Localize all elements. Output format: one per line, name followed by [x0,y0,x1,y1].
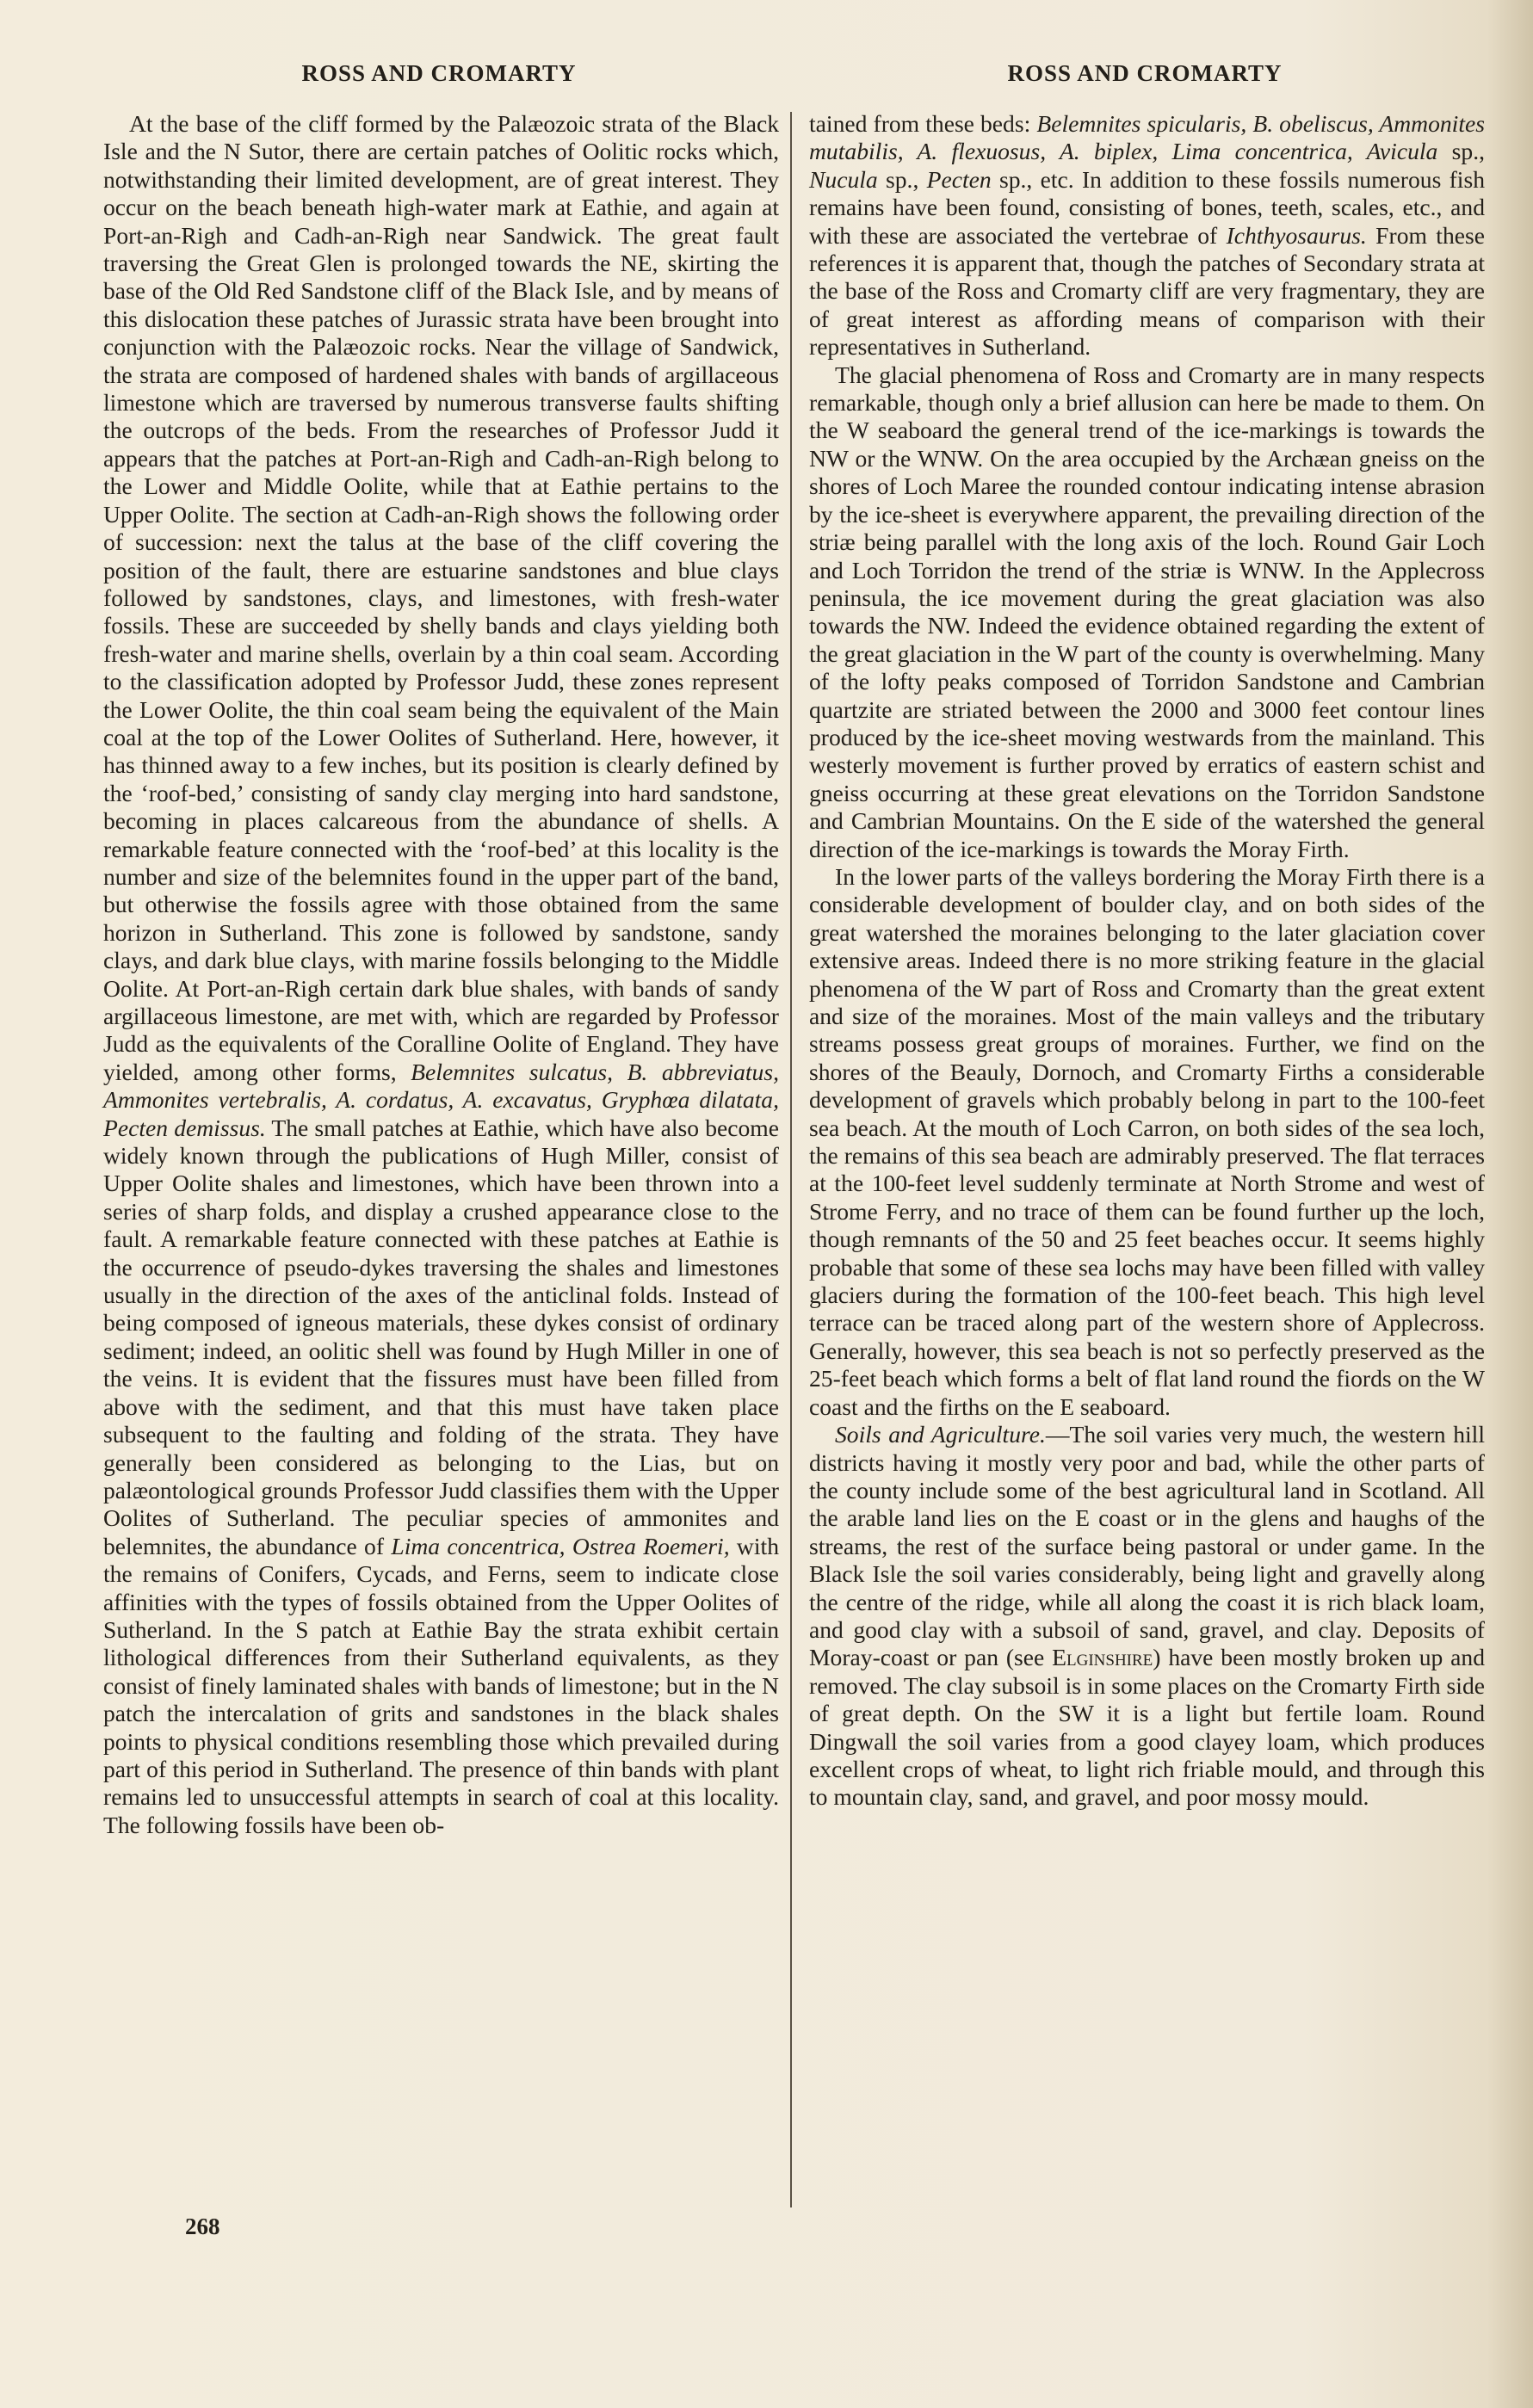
page-number: 268 [185,2214,220,2239]
text-run: sp., [877,165,927,193]
fossil-list: Belemnites spicularis, B. obeliscus, Ammonites mutabilis, A. flexuosus, A. biplex, Lima concentrica, Avicula [809,110,1485,165]
fossil-list: Belemnites sulcatus, B. abbreviatus, Ammonites vertebralis, A. cordatus, A. excavatus, Gryphœa dilatata, Pecten demissus. [103,1058,779,1141]
fossil-name: Ichthyosaurus. [1226,221,1367,249]
paragraph-oolitic-patches [103,110,779,1839]
text-run: tained from these beds: [809,110,1037,137]
fossil-name: Nucula [809,165,878,193]
paragraph-moraines: In the lower parts of the valleys bordering the Moray Firth there is a considerable development of boulder clay, and on both sides of the great watershed the moraines belonging to the later glaciation cover extensive areas. Indeed there is no more striking feature in the glacial phenomena of the W part of Ross and Cromarty than the great extent and size of the moraines. Most of the main valleys and the tributary streams possess great groups of moraines. Further, we find on the shores of the Beauly, Dornoch, and Cromarty Firths a considerable development of gravels which probably belong in part to the 100-feet sea beach. At the mouth of Loch Carron, on both sides of the sea loch, the remains of this sea beach are admirably preserved. The flat terraces at the 100-feet level suddenly terminate at North Strome and west of Strome Ferry, and no trace of them can be found further up the loch, though remnants of the 50 and 25 feet beaches occur. It seems highly probable that some of these sea lochs may have been filled with valley glaciers during the formation of the 100-feet beach. This high level terrace can be traced along part of the western shore of Applecross. Generally, however, this sea beach is not so perfectly preserved as the 25-feet beach which forms a belt of flat land round the fiords on the W coast and the firths on the E seaboard. [809,862,1485,1420]
text-run: ) have been mostly broken up and removed. The clay subsoil is in some places on the Cromarty Firth side of great depth. On the SW it is a light but fertile loam. Round Dingwall the soil varies from a good clayey loam, which produces excellent crops of wheat, to light rich friable mould, and through this to mountain clay, sand, and gravel, and poor mossy mould. [809,1644,1486,1811]
text-run: From these references it is apparent that, though the patches of Secondary strata at the base of the Ross and Cromarty cliff are very fragmentary, they are of great interest as affording means of comparison with their representatives in Sutherland. [809,221,1485,361]
text-run: The small patches at Eathie, which have also become widely known through the publications of Hugh Miller, consist of Upper Oolite shales and limestones, which have been thrown into a series of sharp folds, and display a crushed appearance close to the fault. A remarkable feature connected with these patches at Eathie is the occurrence of pseudo-dykes traversing the shales and limestones usually in the direction of the axes of the anticlinal folds. Instead of being composed of igneous materials, these dykes consist of ordinary sediment; indeed, an oolitic shell was found by Hugh Miller in one of the veins. It is evident that the fissures must have been filled from above with the sediment, and that this must have taken place subsequent to the faulting and folding of the strata. They have generally been considered as belonging to the Lias, but on palæontological grounds Professor Judd classifies them with the Upper Oolites of Sutherland. The peculiar species of ammonites and belemnites, the abundance of [103,1114,779,1559]
running-head-left: ROSS AND CROMARTY [301,60,577,86]
paragraph-glacial-phenomena: The glacial phenomena of Ross and Cromarty are in many respects remarkable, though only a brief allusion can here be made to them. On the W seaboard the general trend of the ice-markings is towards the NW or the WNW. On the area occupied by the Archæan gneiss on the shores of Loch Maree the rounded contour indicating intense abrasion by the ice-sheet is everywhere apparent, the prevailing direction of the striæ being parallel with the long axis of the loch. Round Gair Loch and Loch Torridon the trend of the striæ is WNW. In the Applecross peninsula, the ice movement during the great glaciation was also towards the NW. Indeed the evidence obtained regarding the extent of the great glaciation in the W part of the county is overwhelming. Many of the lofty peaks composed of Torridon Sandstone and Cambrian quartzite are striated between the 2000 and 3000 feet contour lines produced by the ice-sheet moving westwards from the mainland. This westerly movement is further proved by erratics of eastern schist and gneiss occurring at these great elevations on the Torridon Sandstone and Cambrian Mountains. On the E side of the watershed the general direction of the ice-markings is towards the Moray Firth. [809,361,1485,862]
fossil-name: Pecten [926,165,992,193]
text-run: with the remains of Conifers, Cycads, and Ferns, seem to indicate close affinities with the types of fossils obtained from the Upper Oolites of Sutherland. In the S patch at Eathie Bay the strata exhibit certain lithological differences from their Sutherland equivalents, as they consist of finely laminated shales with bands of limestone; but in the N patch the intercalation of grits and sandstones in the black shales points to physical conditions resembling those which prevailed during part of this period in Sutherland. The presence of thin bands with plant remains led to unsuccessful attempts in search of coal at this locality. The following fossils have been ob- [103,1532,779,1838]
left-column [103,110,779,1839]
text-run: sp., [1437,138,1485,165]
text-run: At the base of the cliff formed by the Palæozoic strata of the Black Isle and the N Sutor, there are certain patches of Oolitic rocks which, notwithstanding their limited development, are of great interest. They occur on the beach beneath high-water mark at Eathie, and again at Port-an-Righ and Cadh-an-Righ near Sandwick. The great fault traversing the Great Glen is prolonged towards the NE, skirting the base of the Old Red Sandstone cliff of the Black Isle, and by means of this dislocation these patches of Jurassic strata have been brought into conjunction with the Palæozoic rocks. Near the village of Sandwick, the strata are composed of hardened shales with bands of argillaceous limestone which are traversed by numerous transverse faults shifting the outcrops of the beds. From the researches of Professor Judd it appears that the patches at Port-an-Righ and Cadh-an-Righ belong to the Lower and Middle Oolite, while that at Eathie pertains to the Upper Oolite. The section at Cadh-an-Righ shows the following order of succession: next the talus at the base of the cliff covering the position of the fault, there are estuarine sandstones and blue clays followed by sandstones, clays, and limestones, with fresh-water fossils. These are succeeded by shelly bands and clays yielding both fresh-water and marine shells, overlain by a thin coal seam. According to the classification adopted by Professor Judd, these zones represent the Lower Oolite, the thin coal seam being the equivalent of the Main coal at the top of the Lower Oolites of Sutherland. Here, however, it has thinned away to a few inches, but its position is clearly defined by the ‘roof-bed,’ consisting of sandy clay merging into hard sandstone, becoming in places calcareous from the abundance of shells. A remarkable feature connected with the ‘roof-bed’ at this locality is the number and size of the belemnites found in the upper part of the band, but otherwise the fossils agree with those obtained from the same horizon in Sutherland. This zone is followed by sandstone, sandy clays, and dark blue clays, with marine fossils belonging to the Middle Oolite. At Port-an-Righ certain dark blue shales, with bands of sandy argillaceous limestone, are met with, which are regarded by Professor Judd as the equivalents of the Coralline Oolite of England. They have yielded, among other forms, [103,110,779,1085]
right-column [809,110,1485,1812]
text-run: sp., etc. In addition to these fossils numerous fish remains have been found, consisting of bones, teeth, scales, etc., and with these are associated the vertebrae of [809,165,1485,249]
cross-reference: Elginshire [1052,1644,1153,1671]
text-run: —The soil varies very much, the western hill districts having it mostly very poor and bad, while the other parts of the county include some of the best agricultural land in Scotland. All the arable land lies on the E coast or in the glens and haughs of the streams, the rest of the surface being pastoral or under game. In the Black Isle the soil varies considerably, being light and gravelly along the centre of the ridge, while all along the coast it is rich black loam, and good clay with a subsoil of sand, gravel, and clay. Deposits of Moray-coast or pan (see [809,1421,1485,1671]
fossil-list: Lima concentrica, Ostrea Roemeri, [391,1532,730,1559]
paragraph-soils-agriculture [809,1421,1485,1812]
section-heading: Soils and Agriculture. [835,1421,1046,1448]
running-head-right: ROSS AND CROMARTY [1007,60,1283,86]
paragraph-fossils-continued [809,110,1485,361]
column-divider [790,112,792,2207]
